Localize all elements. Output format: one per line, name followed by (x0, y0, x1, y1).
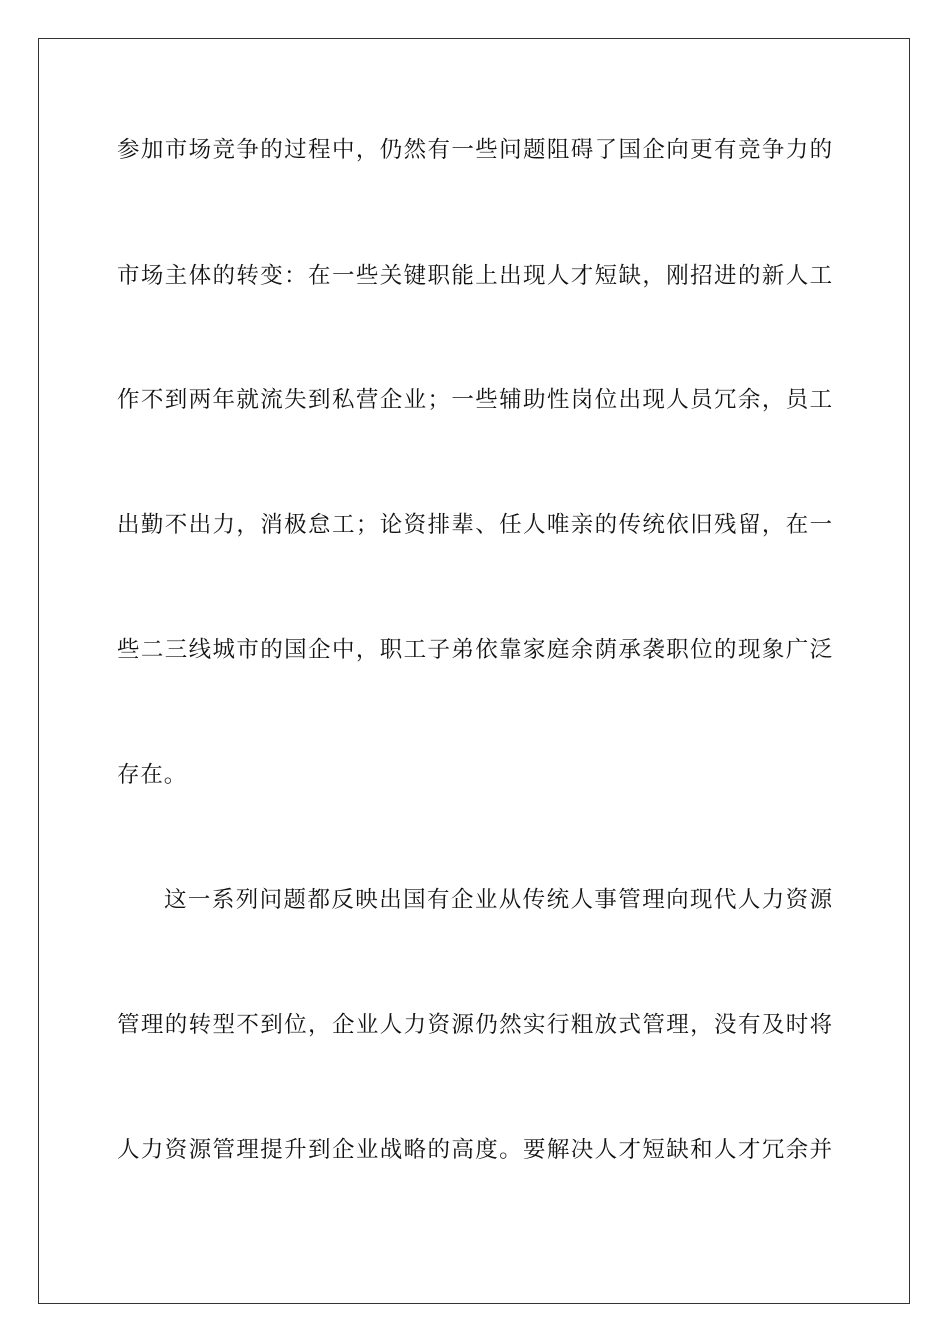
paragraph-line-3: 作不到两年就流失到私营企业；一些辅助性岗位出现人员冗余，员工 (117, 387, 833, 413)
paragraph-line-8: 管理的转型不到位，企业人力资源仍然实行粗放式管理，没有及时将 (117, 1012, 833, 1038)
paragraph-line-1: 参加市场竞争的过程中，仍然有一些问题阻碍了国企向更有竞争力的 (117, 137, 833, 163)
paragraph-line-9: 人力资源管理提升到企业战略的高度。要解决人才短缺和人才冗余并 (117, 1137, 833, 1163)
paragraph-line-4: 出勤不出力，消极怠工；论资排辈、任人唯亲的传统依旧残留，在一 (117, 512, 833, 538)
page-border (38, 38, 910, 1304)
paragraph-line-7: 这一系列问题都反映出国有企业从传统人事管理向现代人力资源 (164, 887, 833, 913)
paragraph-line-5: 些二三线城市的国企中，职工子弟依靠家庭余荫承袭职位的现象广泛 (117, 637, 833, 663)
paragraph-line-2: 市场主体的转变：在一些关键职能上出现人才短缺，刚招进的新人工 (117, 263, 833, 289)
paragraph-line-6: 存在。 (117, 762, 188, 788)
